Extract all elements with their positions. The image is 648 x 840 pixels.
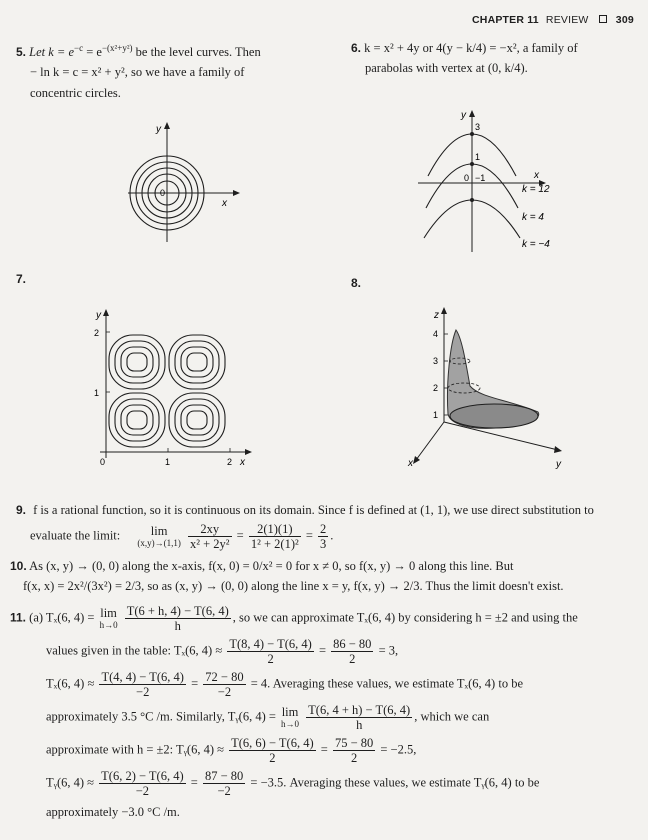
p10-text-2: f(x, x) = 2x²/(3x²) = 2/3, so as (x, y) → (0, 0) along the line x = y, f(x, y) → 2/3. Thus the limit doesn't exist. — [23, 579, 564, 593]
figure-8-surface — [400, 304, 580, 474]
p7-x-tick-0: 0 — [100, 457, 106, 467]
problem-5-number: 5. — [16, 45, 27, 60]
p6-label-km4: k = −4 — [522, 239, 550, 250]
p7-contour-cell-2 — [169, 335, 225, 389]
p9-fraction-3: $\frac{2}{3}$ — [320, 522, 327, 551]
p8-z-tick-1: 1 — [433, 410, 439, 420]
p7-axes — [100, 312, 248, 458]
p7-contour-cell-3 — [109, 393, 165, 447]
p11-fraction-3: $\frac{86 - 80}{2}$ — [333, 637, 372, 666]
p5-text-1: Let $k = e^{-c} = e^{-(x^2+y^2)}$ be the level curves. Then — [29, 43, 261, 60]
p10-text-1: As (x, y) → (0, 0) along the x-axis, f(x, 0) = 0/x² = 0 for x ≠ 0, so f(x, y) → 0 along this line. But — [29, 559, 514, 573]
p5-x-arrow — [233, 190, 240, 196]
p11-fraction-5: $\frac{72 - 80}{-2}$ — [205, 670, 244, 699]
p8-z-tick-2: 2 — [433, 383, 439, 393]
header-chapter: CHAPTER 11 — [472, 14, 539, 26]
p7-contour-cell-1 — [109, 335, 165, 389]
p7-x-tick-1: 1 — [165, 457, 171, 467]
p11-fraction-4: $\frac{T(4, 4) - T(6, 4)}{-2}$ — [101, 670, 184, 699]
p9-fraction-2: $\frac{2(1)(1)}{\text{1² + 2(1)²}}$ — [250, 522, 299, 551]
problem-11: 11. (a) Tₓ(6, 4) = lim h→0 $\frac{T(6 + h, 4) - T(6, 4)}{h}$ , so we can approximate Tₓ(6, 4) by considering h = ±2 and using the values given in the table: Tₓ(6, 4) ≈ $\frac{T(8, 4) - T(6, 4)}{2}$ = $\frac{86 - 80}{2}$ = 3, Tₓ(6, 4) ≈ $\frac{T(4, 4) - T(6, 4)}{-2}$ = $\frac{72 - 80}{-2}$ = 4. Averaging these values, we estimate Tₓ(6, 4) to be approximately 3.5 °C /m. Similarly, Tᵧ(6, 4) = lim h→0 $\frac{T(6, 4 + h) - T(6, 4)}{h}$ , which we can approximate with h = ±2: Tᵧ(6, 4) ≈ $\frac{T(6, 6) - T(6, 4)}{2}$ = $\frac{75 - 80}{2}$ = −2.5, Tᵧ(6, 4) ≈ $\frac{T(6, 2) - T(6, 4)}{-2}$ = $\frac{87 - 80}{-2}$ = −3.5. Averaging these values, we estimate Tᵧ(6, 4) to be approximately −3.0 °C /m. — [10, 604, 644, 820]
p11-fraction-10: $\frac{87 - 80}{-2}$ — [204, 769, 244, 798]
p6-text-2: parabolas with vertex at (0, k/4). — [365, 61, 528, 75]
p8-z-arrow — [441, 307, 447, 314]
p5-text-2: − ln k = c = x² + y², so we have a family of — [30, 65, 245, 80]
p7-x-tick-2: 2 — [227, 457, 233, 467]
problem-5 — [16, 40, 316, 101]
problem-9-number: 9. — [16, 503, 27, 517]
p6-tick-1: 1 — [475, 152, 481, 162]
figure-6-parabolas — [410, 104, 585, 256]
p7-contour-cell-4 — [169, 393, 225, 447]
header-page-number: 309 — [615, 14, 634, 26]
figure-7-contours — [80, 306, 260, 476]
p7-y-tick-1: 1 — [94, 388, 100, 398]
p11-fraction-7: $\frac{T(6, 6) - T(6, 4)}{2}$ — [231, 736, 314, 765]
p6-x-label: x — [534, 170, 539, 181]
p11-limit-2: lim h→0 — [281, 704, 300, 729]
p7-y-tick-2: 2 — [94, 328, 100, 338]
p6-vertex-1 — [470, 162, 474, 166]
p11-fraction-6: $\frac{T(6, 4 + h) - T(6, 4)}{h}$ — [308, 703, 411, 732]
p11-fraction-9: $\frac{T(6, 2) - T(6, 4)}{-2}$ — [101, 769, 184, 798]
problem-9: 9. f is a rational function, so it is continuous on its domain. Since f is defined at (1, 1), we use direct substitution to evaluate the limit: lim (x,y)→(1,1) $\frac{2xy}{\text{x² + 2y²}}$ = $\frac{2(1)(1)}{\text{1² + 2(1)²}}$ = $\frac{2}{3}$ . — [16, 503, 594, 551]
problem-8-number: 8. — [351, 276, 362, 290]
p9-text-2: evaluate the limit: — [30, 528, 121, 543]
problem-6 — [351, 40, 641, 76]
p8-z-label: z — [434, 310, 439, 321]
p6-label-k4: k = 4 — [522, 212, 544, 223]
p6-axes — [418, 114, 542, 252]
p11-fraction-2: $\frac{T(8, 4) - T(6, 4)}{2}$ — [229, 637, 312, 666]
p8-z-tick-3: 3 — [433, 356, 439, 366]
p8-x-arrow — [413, 456, 420, 464]
p9-fraction-1: $\frac{2xy}{\text{x² + 2y²}}$ — [190, 522, 230, 551]
p6-vertex-3 — [470, 132, 474, 136]
p6-vertex-m1 — [470, 198, 474, 202]
p5-text-3: concentric circles. — [30, 86, 121, 101]
p7-x-label: x — [240, 457, 245, 468]
p11-limit-1: lim h→0 — [99, 605, 118, 630]
figure-5-concentric-circles — [118, 118, 248, 248]
p8-base-ellipse — [450, 404, 538, 428]
p5-y-arrow — [164, 122, 170, 129]
p6-y-label: y — [461, 110, 466, 121]
p5-x-label: x — [222, 198, 227, 209]
running-header — [472, 14, 634, 26]
p7-y-arrow — [103, 309, 109, 316]
header-square-icon — [599, 15, 607, 23]
problem-10 — [10, 558, 644, 594]
problem-7-number: 7. — [16, 272, 27, 286]
p5-y-label: y — [156, 124, 161, 135]
problem-10-number: 10. — [10, 559, 27, 573]
p8-y-arrow — [554, 446, 562, 453]
p9-limit: lim (x,y)→(1,1) — [137, 523, 181, 548]
p6-tick-0: 0 — [464, 173, 470, 183]
problem-6-number: 6. — [351, 41, 362, 55]
p8-z-tick-4: 4 — [433, 329, 439, 339]
p9-text-1: f is a rational function, so it is continuous on its domain. Since f is defined at (1, 1), we use direct substitution to — [33, 503, 594, 517]
p7-x-arrow — [245, 449, 252, 455]
header-section: REVIEW — [545, 14, 589, 26]
p11-fraction-1: $\frac{T(6 + h, 4) - T(6, 4)}{h}$ — [126, 604, 229, 633]
p5-origin-label: 0 — [160, 188, 166, 198]
problem-11-number: 11. — [10, 610, 27, 625]
p6-text-1: k = x² + 4y or 4(y − k/4) = −x², a family of — [364, 41, 578, 55]
p7-y-label: y — [96, 310, 101, 321]
p6-tick-3: 3 — [475, 122, 481, 132]
p6-label-k12: k = 12 — [522, 184, 550, 195]
p11-fraction-8: $\frac{75 - 80}{2}$ — [334, 736, 374, 765]
p8-y-label: y — [556, 459, 561, 470]
p11-text-last: approximately −3.0 °C /m. — [46, 805, 180, 819]
p8-x-label: x — [408, 458, 413, 469]
p6-tick-m1: −1 — [475, 173, 486, 183]
p6-y-arrow — [469, 110, 475, 117]
